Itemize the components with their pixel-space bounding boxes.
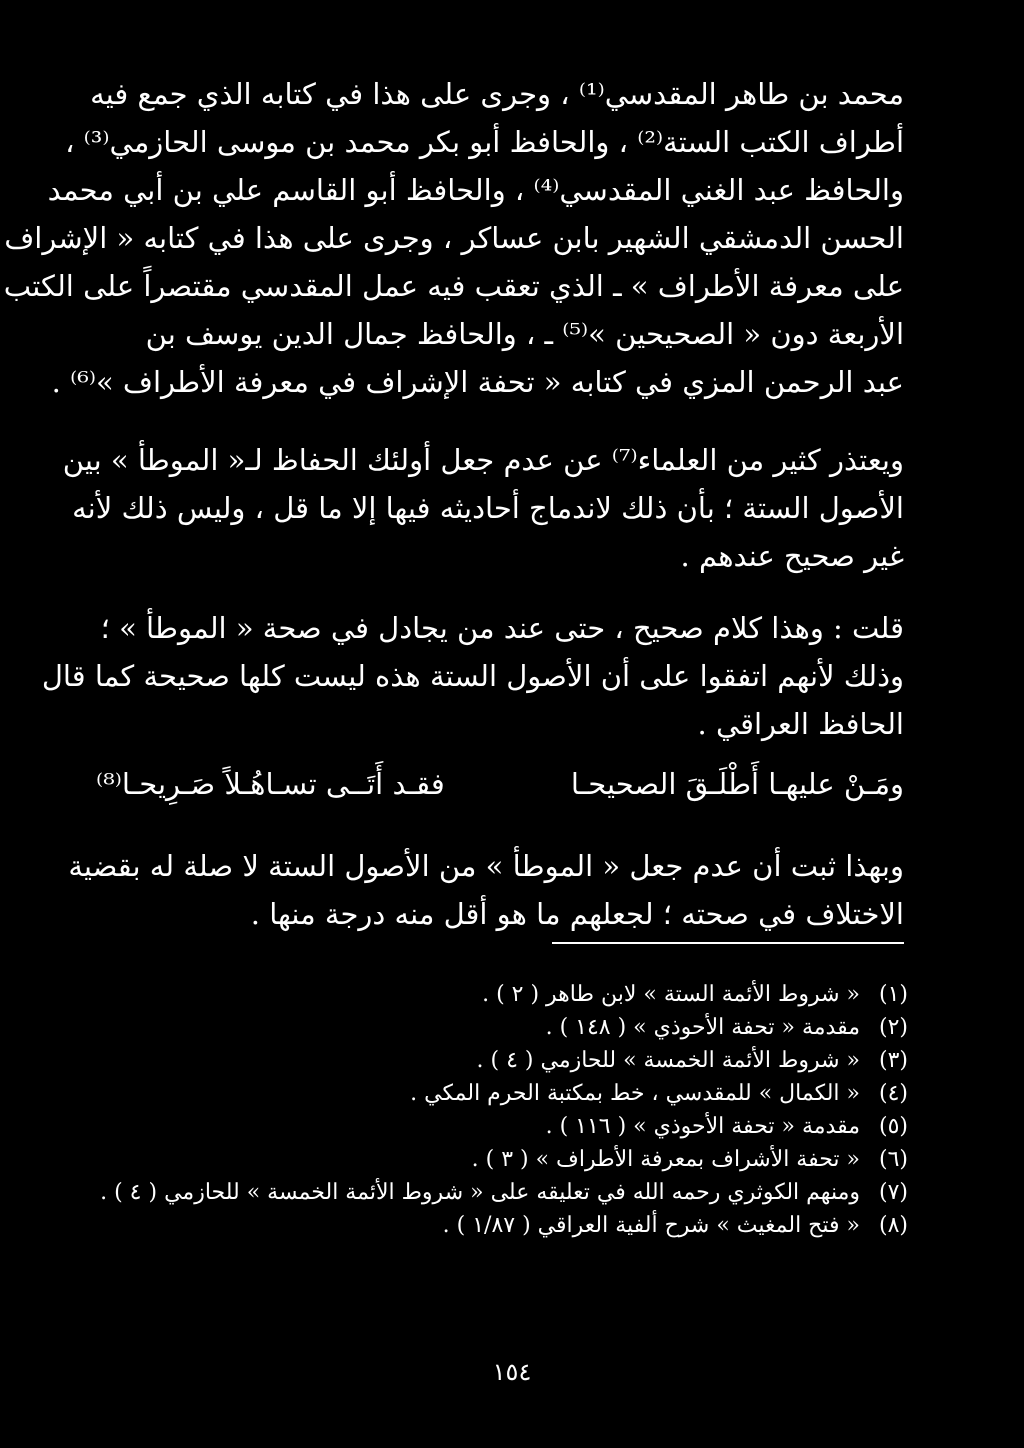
text-line: قلت : وهذا كلام صحيح ، حتى عند من يجادل في صحة « الموطأ » ؛ — [100, 611, 904, 645]
text-line: محمد بن طاهر المقدسي⁽¹⁾ ، وجرى على هذا في كتابه الذي جمع فيه — [90, 77, 904, 111]
poetry-verse — [96, 760, 904, 808]
footnote-text: مقدمة « تحفة الأحوذي » ( ١١٦ ) . — [545, 1114, 860, 1139]
page-number: ١٥٤ — [492, 1358, 532, 1386]
paragraph-scholars-excuse — [62, 436, 904, 580]
footnote-number: (٧) — [878, 1180, 908, 1205]
text-line: الحافظ العراقي . — [697, 707, 904, 741]
footnote-item — [96, 1044, 908, 1077]
footnote-number: (٣) — [878, 1048, 908, 1073]
text-line: عبد الرحمن المزي في كتابه « تحفة الإشراف في معرفة الأطراف »⁽⁶⁾ . — [51, 365, 904, 399]
text-line: الأربعة دون « الصحيحين »⁽⁵⁾ ـ ، والحافظ جمال الدين يوسف بن — [145, 317, 904, 351]
footnote-item — [96, 1143, 908, 1176]
footnote-text: « شروط الأئمة الخمسة » للحازمي ( ٤ ) . — [476, 1048, 860, 1073]
footnote-item — [96, 1209, 908, 1242]
verse-first-hemistich: ومَـنْ عليهـا أَطْلَـقَ الصحيحـا — [570, 767, 904, 801]
footnote-item — [96, 1077, 908, 1110]
text-line: وبهذا ثبت أن عدم جعل « الموطأ » من الأصول الستة لا صلة له بقضية — [68, 849, 904, 883]
footnote-number: (٥) — [878, 1114, 908, 1139]
footnote-text: « فتح المغيث » شرح ألفية العراقي ( ١/٨٧ ) . — [442, 1213, 860, 1238]
footnote-number: (١) — [878, 982, 908, 1007]
text-line: ويعتذر كثير من العلماء⁽⁷⁾ عن عدم جعل أولئك الحفاظ لـ« الموطأ » بين — [62, 443, 904, 477]
footnote-number: (٨) — [878, 1213, 908, 1238]
footnote-number: (٤) — [878, 1081, 908, 1106]
footnote-item — [96, 1011, 908, 1044]
text-line: الاختلاف في صحته ؛ لجعلهم ما هو أقل منه درجة منها . — [250, 897, 904, 931]
footnote-number: (٢) — [878, 1015, 908, 1040]
text-line: على معرفة الأطراف » ـ الذي تعقب فيه عمل المقدسي مقتصراً على الكتب — [3, 269, 904, 303]
text-line: وذلك لأنهم اتفقوا على أن الأصول الستة هذه ليست كلها صحيحة كما قال — [41, 659, 904, 693]
footnote-item — [96, 1110, 908, 1143]
verse-second-hemistich: فقـد أَتَــى تسـاهُـلاً صَـرِيحـا⁽⁸⁾ — [96, 767, 445, 801]
text-line: الأصول الستة ؛ بأن ذلك لاندماج أحاديثه فيها إلا ما قل ، وليس ذلك لأنه — [72, 491, 904, 525]
footnotes — [96, 978, 908, 1242]
footnote-text: مقدمة « تحفة الأحوذي » ( ١٤٨ ) . — [545, 1015, 860, 1040]
footnote-divider — [552, 942, 904, 944]
paragraph-conclusion — [68, 842, 904, 938]
paragraph-hadith-indexers — [3, 70, 904, 406]
footnote-number: (٦) — [878, 1147, 908, 1172]
text-line: غير صحيح عندهم . — [680, 539, 904, 573]
footnote-text: « الكمال » للمقدسي ، خط بمكتبة الحرم المكي . — [410, 1081, 860, 1106]
text-line: الحسن الدمشقي الشهير بابن عساكر ، وجرى على هذا في كتابه « الإشراف — [4, 221, 904, 255]
footnote-text: « شروط الأئمة الستة » لابن طاهر ( ٢ ) . — [482, 982, 860, 1007]
footnote-text: « تحفة الأشراف بمعرفة الأطراف » ( ٣ ) . — [471, 1147, 860, 1172]
footnote-text: ومنهم الكوثري رحمه الله في تعليقه على « شروط الأئمة الخمسة » للحازمي ( ٤ ) . — [100, 1180, 860, 1205]
footnote-item — [96, 1176, 908, 1209]
paragraph-author-comment — [41, 604, 904, 748]
text-line: أطراف الكتب الستة⁽²⁾ ، والحافظ أبو بكر محمد بن موسى الحازمي⁽³⁾ ، — [65, 125, 904, 159]
text-line: والحافظ عبد الغني المقدسي⁽⁴⁾ ، والحافظ أبو القاسم علي بن أبي محمد — [47, 173, 904, 207]
footnote-item — [96, 978, 908, 1011]
